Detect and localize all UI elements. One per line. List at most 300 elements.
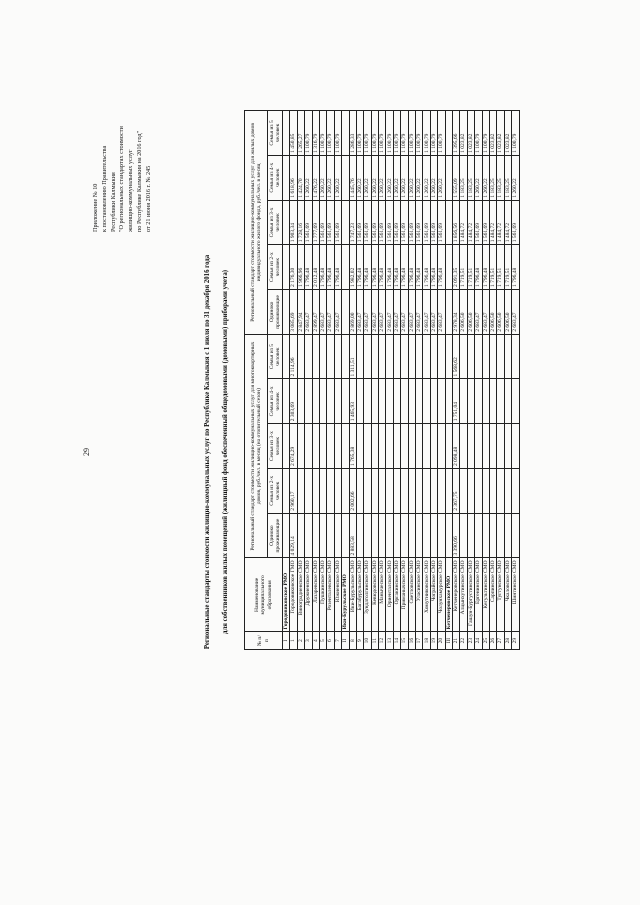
cost-cell: 1 796,48 <box>482 245 489 290</box>
cost-cell <box>379 424 386 469</box>
table-row <box>334 111 341 650</box>
cost-cell <box>423 468 430 513</box>
cost-cell: 1 260,22 <box>371 155 378 200</box>
cost-cell: 1 796,48 <box>327 245 334 290</box>
cost-cell: 1 023,82 <box>497 111 504 156</box>
table-row <box>379 111 386 650</box>
cost-cell <box>445 334 452 379</box>
row-number: 29 <box>512 632 519 650</box>
cost-cell: 1 100,79 <box>334 111 341 156</box>
document-subtitle: для собственников жилых помещений (жилищный фонд обеспеченный общедомовыми (домовыми) приборами учета) <box>222 270 229 634</box>
header-col: Семья из 5 человек <box>268 111 283 156</box>
cost-cell <box>305 379 312 424</box>
cost-cell <box>445 513 452 558</box>
row-number: 25 <box>482 632 489 650</box>
cost-cell <box>423 513 430 558</box>
cost-cell <box>327 424 334 469</box>
cost-cell: 1 561,69 <box>430 200 437 245</box>
table-row <box>305 111 312 650</box>
municipality-name: Оргакинское СМО <box>393 558 400 632</box>
cost-cell: 1 100,79 <box>408 111 415 156</box>
cost-cell: 1 903,34 <box>290 200 297 245</box>
cost-cell <box>364 468 371 513</box>
standards-table <box>244 110 520 650</box>
cost-cell: 1 023,82 <box>489 111 496 156</box>
municipality-name: Тугтунское СМО <box>497 558 504 632</box>
row-number: 3 <box>305 632 312 650</box>
cost-cell <box>327 379 334 424</box>
cost-cell <box>512 468 519 513</box>
row-number: 2 <box>297 632 304 650</box>
cost-cell: 3 085,69 <box>290 290 297 335</box>
cost-cell: 1 316,79 <box>312 111 319 156</box>
cost-cell: 2 091,35 <box>452 245 459 290</box>
cost-cell: 2 683,47 <box>327 290 334 335</box>
cost-cell <box>364 379 371 424</box>
cost-cell: 1 555,09 <box>452 155 459 200</box>
table-row <box>297 111 304 650</box>
cost-cell <box>393 424 400 469</box>
municipality-name: Виноградненское СМО <box>297 558 304 632</box>
row-number: 21 <box>452 632 459 650</box>
row-number: 26 <box>489 632 496 650</box>
row-number: 27 <box>497 632 504 650</box>
municipality-name: Городовиковское ГМО <box>290 558 297 632</box>
cost-cell: 1 719,51 <box>467 245 474 290</box>
cost-cell: 2 606,50 <box>504 290 511 335</box>
table-row <box>386 111 393 650</box>
header-col: Одиноко проживающие <box>268 290 283 335</box>
appendix-line: Приложение № 10 <box>92 183 99 232</box>
cost-cell <box>438 424 445 469</box>
cost-cell: 1 484,72 <box>489 200 496 245</box>
cost-cell: 2 960,17 <box>290 468 297 513</box>
cost-cell: 1 260,22 <box>416 155 423 200</box>
cost-cell <box>319 468 326 513</box>
cost-cell <box>482 424 489 469</box>
header-house-group: Региональный стандарт стоимости жилищно-коммунальных услуг для жилых домов индивидуального жилого фонда, руб./чел. в месяц <box>245 111 268 335</box>
cost-cell: 1 561,69 <box>393 200 400 245</box>
cost-cell: 1 561,69 <box>416 200 423 245</box>
table-row <box>349 111 356 650</box>
cost-cell <box>334 334 341 379</box>
table-row <box>327 111 334 650</box>
cost-cell <box>342 334 349 379</box>
cost-cell: 2 683,47 <box>334 290 341 335</box>
cost-cell <box>475 424 482 469</box>
row-number: 9 <box>356 632 363 650</box>
cost-cell: 1 445,76 <box>349 155 356 200</box>
cost-cell <box>430 468 437 513</box>
row-number: 24 <box>475 632 482 650</box>
cost-cell <box>460 513 467 558</box>
page-number: 29 <box>82 448 91 456</box>
cost-cell <box>475 468 482 513</box>
cost-cell <box>423 334 430 379</box>
cost-cell: 2 869,00 <box>349 290 356 335</box>
cost-cell: 1 100,79 <box>364 111 371 156</box>
cost-cell: 1 796,48 <box>475 245 482 290</box>
cost-cell <box>371 334 378 379</box>
cost-cell <box>460 424 467 469</box>
cost-cell: 1 856,56 <box>452 200 459 245</box>
municipality-name: Чкаловское СМО <box>504 558 511 632</box>
cost-cell <box>445 424 452 469</box>
cost-cell: 1 450,85 <box>290 111 297 156</box>
cost-cell <box>445 468 452 513</box>
cost-cell <box>386 468 393 513</box>
table-row <box>423 111 430 650</box>
cost-cell: 1 100,79 <box>423 111 430 156</box>
cost-cell: 2 683,47 <box>482 290 489 335</box>
header-col: Семья из 4-х человек <box>268 379 283 424</box>
rotated-sheet <box>10 32 610 872</box>
row-number: 8 <box>349 632 356 650</box>
cost-cell: 2 683,47 <box>512 290 519 335</box>
cost-cell <box>371 513 378 558</box>
cost-cell <box>297 379 304 424</box>
cost-cell: 1 796,48 <box>334 245 341 290</box>
table-row <box>364 111 371 650</box>
cost-cell: 1 796,48 <box>512 245 519 290</box>
table-row <box>401 111 408 650</box>
cost-cell <box>283 334 290 379</box>
row-number: II <box>342 632 349 650</box>
municipality-name: Кетченеровское РМО <box>445 558 452 632</box>
header-col: Одиноко проживающие <box>268 513 283 558</box>
cost-cell <box>334 468 341 513</box>
cost-cell: 2 367,75 <box>452 468 459 513</box>
cost-cell: 1 100,79 <box>482 111 489 156</box>
municipality-name: Чолунхамурское СМО <box>438 558 445 632</box>
cost-cell: 2 899,47 <box>312 290 319 335</box>
cost-cell: 2 606,50 <box>467 290 474 335</box>
cost-cell: 1 561,69 <box>379 200 386 245</box>
header-col: Семья из 4-х человек <box>268 155 283 200</box>
header-num: № п/п <box>245 632 283 650</box>
region-row <box>283 111 290 650</box>
municipality-name: Лазаревское СМО <box>312 558 319 632</box>
municipality-name: Ики-Бурульское РМО <box>342 558 349 632</box>
cost-cell <box>482 334 489 379</box>
cost-cell <box>497 468 504 513</box>
cost-cell: 1 183,25 <box>504 155 511 200</box>
cost-cell: 1 796,48 <box>364 245 371 290</box>
cost-cell <box>401 513 408 558</box>
cost-cell: 1 260,22 <box>401 155 408 200</box>
cost-cell: 1 719,51 <box>460 245 467 290</box>
cost-cell: 1 476,22 <box>312 155 319 200</box>
cost-cell <box>364 334 371 379</box>
cost-cell: 1 100,79 <box>386 111 393 156</box>
cost-cell <box>283 200 290 245</box>
cost-cell: 1 966,96 <box>297 245 304 290</box>
cost-cell <box>430 513 437 558</box>
appendix-line: "О региональных стандартах стоимости <box>118 126 126 232</box>
table-row <box>475 111 482 650</box>
cost-cell: 1 796,48 <box>386 245 393 290</box>
municipality-name: Светловское СМО <box>408 558 415 632</box>
cost-cell <box>467 334 474 379</box>
cost-cell: 1 561,69 <box>364 200 371 245</box>
municipality-name: Приманычское СМО <box>401 558 408 632</box>
cost-cell: 1 265,27 <box>297 111 304 156</box>
cost-cell <box>342 155 349 200</box>
cost-cell <box>401 334 408 379</box>
cost-cell <box>386 379 393 424</box>
cost-cell <box>327 513 334 558</box>
cost-cell: 1 796,48 <box>379 245 386 290</box>
cost-cell: 1 023,82 <box>460 111 467 156</box>
cost-cell <box>297 468 304 513</box>
cost-cell <box>467 379 474 424</box>
cost-cell <box>312 513 319 558</box>
cost-cell <box>342 468 349 513</box>
cost-cell <box>393 468 400 513</box>
cost-cell <box>342 111 349 156</box>
municipality-name: Южненское СМО <box>334 558 341 632</box>
cost-cell <box>512 334 519 379</box>
header-col: Семья из 3-х человек <box>268 424 283 469</box>
cost-cell <box>283 468 290 513</box>
cost-cell: 4 029,14 <box>290 513 297 558</box>
cost-cell: 1 796,48 <box>423 245 430 290</box>
table-row <box>460 111 467 650</box>
municipality-name: Сарпинское СМО <box>489 558 496 632</box>
cost-cell <box>445 290 452 335</box>
cost-cell <box>445 245 452 290</box>
cost-cell: 1 100,79 <box>430 111 437 156</box>
cost-cell <box>467 424 474 469</box>
cost-cell: 1 100,79 <box>327 111 334 156</box>
cost-cell: 2 883,58 <box>349 513 356 558</box>
cost-cell: 2 683,47 <box>364 290 371 335</box>
row-number: 16 <box>408 632 415 650</box>
cost-cell: 2 176,30 <box>290 245 297 290</box>
cost-cell: 2 606,50 <box>489 290 496 335</box>
cost-cell: 1 260,22 <box>438 155 445 200</box>
table-row <box>489 111 496 650</box>
cost-cell <box>460 334 467 379</box>
cost-cell <box>475 379 482 424</box>
row-number: 17 <box>416 632 423 650</box>
cost-cell <box>423 424 430 469</box>
document-title: Региональные стандарты стоимости жилищно-коммунальных услуг по Республике Калмыкия с 1 июля по 31 декабря 2016 года <box>204 254 211 650</box>
cost-cell <box>319 424 326 469</box>
cost-cell <box>283 155 290 200</box>
cost-cell: 2 114,96 <box>290 334 297 379</box>
cost-cell: 2 683,47 <box>356 290 363 335</box>
cost-cell: 2 683,47 <box>430 290 437 335</box>
cost-cell <box>408 334 415 379</box>
cost-cell <box>297 424 304 469</box>
cost-cell: 1 561,69 <box>512 200 519 245</box>
cost-cell: 1 796,48 <box>305 245 312 290</box>
row-number: 20 <box>438 632 445 650</box>
cost-cell <box>312 424 319 469</box>
cost-cell: 1 100,79 <box>438 111 445 156</box>
cost-cell: 1 023,82 <box>504 111 511 156</box>
cost-cell: 1 561,69 <box>327 200 334 245</box>
cost-cell <box>416 379 423 424</box>
cost-cell <box>356 468 363 513</box>
cost-cell <box>445 200 452 245</box>
municipality-name: Городовиковское РМО <box>283 558 290 632</box>
header-col: Семья из 2-х человек <box>268 468 283 513</box>
cost-cell <box>482 513 489 558</box>
row-number: 22 <box>460 632 467 650</box>
cost-cell: 1 023,82 <box>467 111 474 156</box>
cost-cell: 1 796,48 <box>393 245 400 290</box>
cost-cell <box>319 334 326 379</box>
cost-cell <box>460 379 467 424</box>
cost-cell <box>438 513 445 558</box>
header-name: Наименование муниципального образования <box>245 558 283 632</box>
cost-cell: 1 484,72 <box>504 200 511 245</box>
cost-cell: 1 100,79 <box>416 111 423 156</box>
cost-cell <box>416 513 423 558</box>
header-col: Семья из 2-х человек <box>268 245 283 290</box>
cost-cell: 1 561,69 <box>356 200 363 245</box>
municipality-name: Ергенинское СМО <box>475 558 482 632</box>
table-body <box>283 111 520 650</box>
cost-cell <box>416 424 423 469</box>
cost-cell: 1 260,22 <box>356 155 363 200</box>
cost-cell: 2 012,48 <box>312 245 319 290</box>
municipality-name: Зундатолгинское СМО <box>364 558 371 632</box>
cost-cell <box>356 424 363 469</box>
table-row <box>416 111 423 650</box>
table-row <box>497 111 504 650</box>
municipality-name: Розенталевское СМО <box>327 558 334 632</box>
cost-cell: 2 098,48 <box>452 424 459 469</box>
cost-cell: 1 260,22 <box>334 155 341 200</box>
cost-cell: 1 286,33 <box>349 111 356 156</box>
cost-cell <box>438 334 445 379</box>
cost-cell <box>356 379 363 424</box>
cost-cell <box>430 334 437 379</box>
cost-cell <box>482 379 489 424</box>
table-row <box>512 111 519 650</box>
municipality-name: Багабурульское СМО <box>356 558 363 632</box>
cost-cell <box>504 424 511 469</box>
cost-cell: 2 683,47 <box>423 290 430 335</box>
cost-cell <box>512 424 519 469</box>
cost-cell <box>334 379 341 424</box>
cost-cell <box>342 424 349 469</box>
cost-cell <box>305 424 312 469</box>
cost-cell <box>334 513 341 558</box>
cost-cell: 2 002,66 <box>349 468 356 513</box>
cost-cell: 1 561,69 <box>475 200 482 245</box>
cost-cell <box>504 513 511 558</box>
cost-cell <box>364 513 371 558</box>
cost-cell <box>497 424 504 469</box>
cost-cell <box>312 468 319 513</box>
cost-cell: 1 260,22 <box>379 155 386 200</box>
cost-cell: 1 260,22 <box>512 155 519 200</box>
cost-cell: 1 719,51 <box>489 245 496 290</box>
cost-cell: 1 260,22 <box>423 155 430 200</box>
cost-cell: 1 796,48 <box>416 245 423 290</box>
cost-cell <box>379 513 386 558</box>
cost-cell: 2 683,47 <box>371 290 378 335</box>
header-mkd-group: Региональный стандарт стоимости жилищно-коммунальных услуг для многоквартирных домов, руб./чел. в месяц (на отопительный сезон) <box>245 334 268 558</box>
cost-cell <box>283 424 290 469</box>
cost-cell: 1 100,79 <box>379 111 386 156</box>
cost-cell <box>297 513 304 558</box>
cost-cell: 1 395,66 <box>452 111 459 156</box>
cost-cell: 1 719,51 <box>497 245 504 290</box>
cost-cell <box>504 334 511 379</box>
cost-cell <box>371 424 378 469</box>
cost-cell <box>386 334 393 379</box>
municipality-name: Ориенталское СМО <box>386 558 393 632</box>
cost-cell <box>327 334 334 379</box>
cost-cell <box>364 424 371 469</box>
row-number: 18 <box>423 632 430 650</box>
cost-cell <box>283 245 290 290</box>
cost-cell: 1 747,23 <box>349 200 356 245</box>
cost-cell: 1 561,69 <box>305 200 312 245</box>
table-row <box>356 111 363 650</box>
cost-cell <box>356 513 363 558</box>
row-number: 11 <box>371 632 378 650</box>
region-row <box>445 111 452 650</box>
cost-cell: 2 847,94 <box>297 290 304 335</box>
cost-cell: 1 561,69 <box>371 200 378 245</box>
cost-cell <box>342 245 349 290</box>
cost-cell <box>489 468 496 513</box>
cost-cell: 1 183,25 <box>497 155 504 200</box>
cost-cell: 1 100,79 <box>319 111 326 156</box>
cost-cell: 1 100,79 <box>305 111 312 156</box>
appendix-line: Республики Калмыкия <box>109 172 117 232</box>
cost-cell: 1 796,48 <box>356 245 363 290</box>
cost-cell: 1 100,79 <box>371 111 378 156</box>
cost-cell: 1 260,22 <box>482 155 489 200</box>
municipality-name: Кегультинское СМО <box>482 558 489 632</box>
cost-cell <box>312 334 319 379</box>
header-col: Семья из 5 человек <box>268 334 283 379</box>
cost-cell <box>423 379 430 424</box>
cost-cell: 1 183,25 <box>489 155 496 200</box>
cost-cell <box>467 468 474 513</box>
cost-cell: 1 260,22 <box>364 155 371 200</box>
cost-cell: 2 606,50 <box>497 290 504 335</box>
cost-cell: 1 796,48 <box>430 245 437 290</box>
cost-cell: 1 260,22 <box>305 155 312 200</box>
cost-cell: 2 606,50 <box>460 290 467 335</box>
cost-cell: 1 568,62 <box>452 334 459 379</box>
municipality-name: Хомутниковское СМО <box>423 558 430 632</box>
cost-cell <box>416 468 423 513</box>
table-row <box>467 111 474 650</box>
cost-cell <box>467 513 474 558</box>
cost-cell <box>283 513 290 558</box>
region-row <box>342 111 349 650</box>
cost-cell: 2 683,47 <box>416 290 423 335</box>
cost-cell <box>460 468 467 513</box>
cost-cell: 1 100,79 <box>356 111 363 156</box>
cost-cell: 1 561,69 <box>334 200 341 245</box>
cost-cell <box>430 424 437 469</box>
cost-cell: 1 561,69 <box>408 200 415 245</box>
row-number: 12 <box>379 632 386 650</box>
cost-cell <box>297 334 304 379</box>
table-row <box>482 111 489 650</box>
cost-cell: 1 183,25 <box>467 155 474 200</box>
